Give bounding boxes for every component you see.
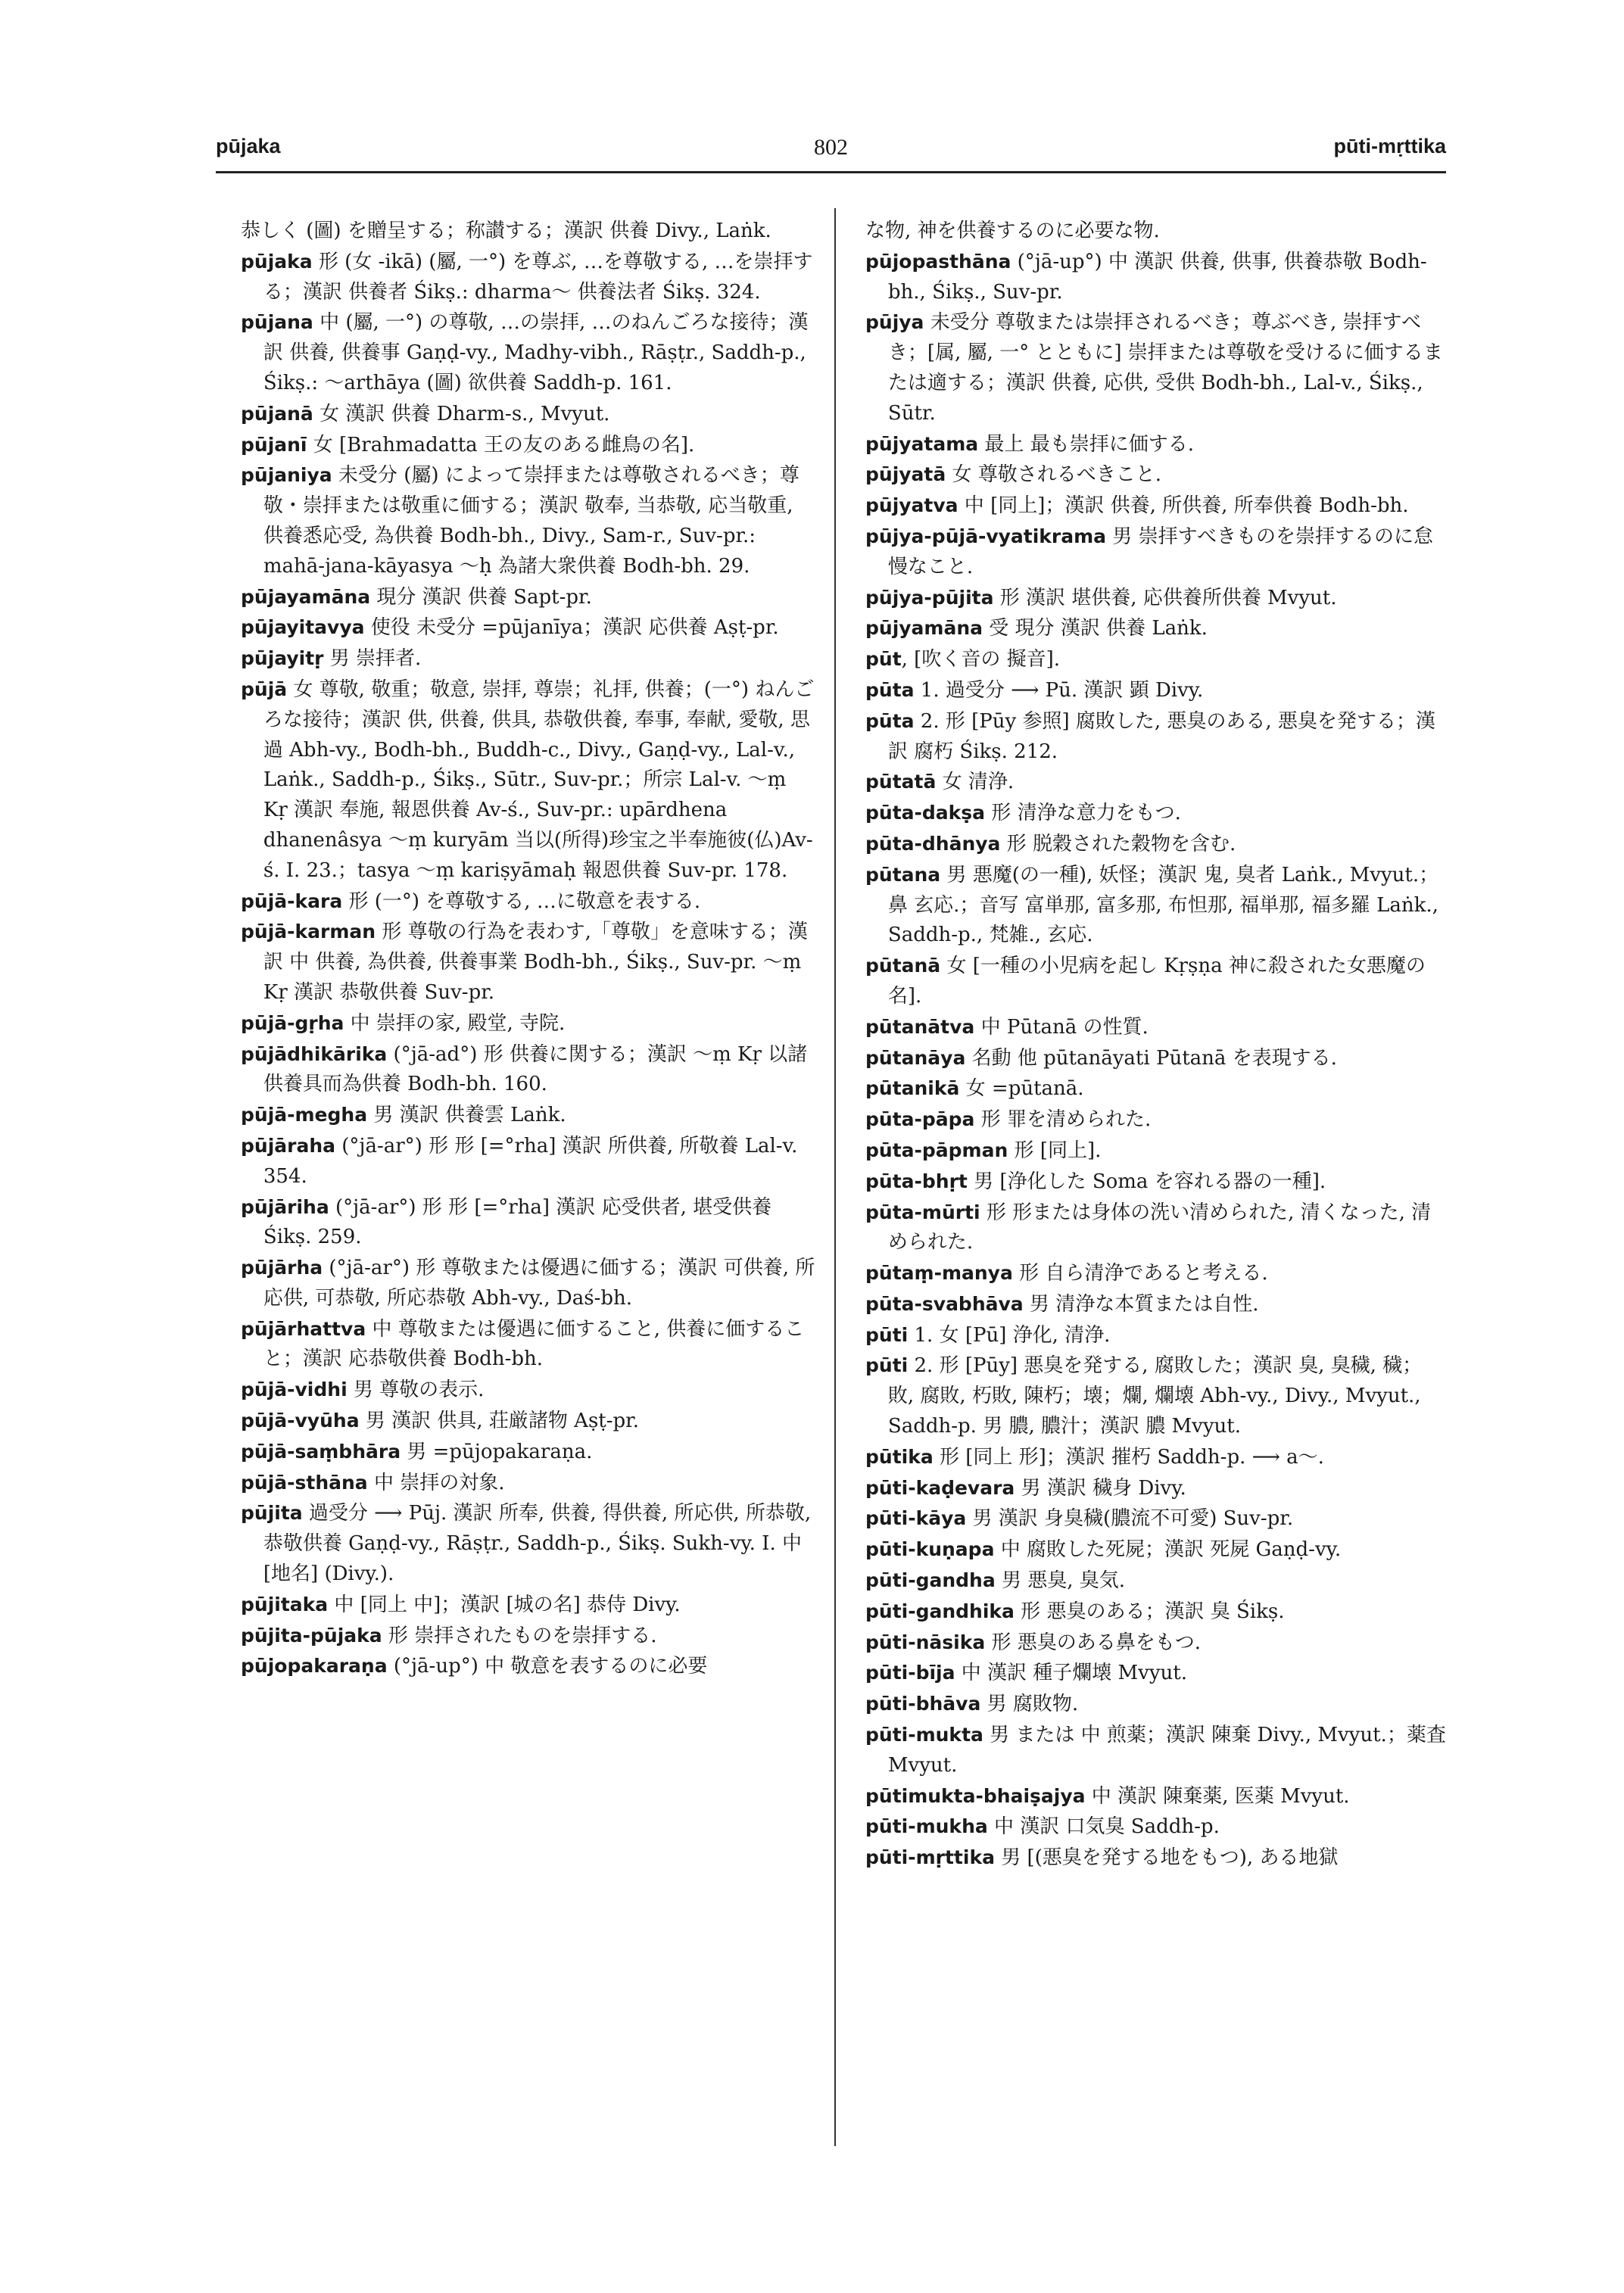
dictionary-entry: [865, 829, 1447, 860]
right-guide-word: pūti-mṛttika: [1333, 135, 1446, 157]
dictionary-entry: [241, 1651, 816, 1682]
dictionary-entry: [241, 1100, 816, 1131]
dictionary-entry: [241, 307, 816, 398]
dictionary-entry: [865, 613, 1447, 644]
right-column: [865, 217, 1447, 1874]
headword: pūjādhikārika: [241, 1042, 388, 1065]
dictionary-entry: [865, 1320, 1447, 1351]
headword: pūta: [865, 678, 915, 701]
dictionary-entry: [865, 1289, 1447, 1320]
dictionary-entry: [865, 460, 1447, 491]
headword: pūjārhattva: [241, 1317, 366, 1340]
headword: pūti-kaḍevara: [865, 1476, 1015, 1499]
dictionary-entry: [865, 860, 1447, 951]
headword: pūtanāya: [865, 1046, 966, 1069]
entry-definition: 男 =pūjopakaraṇa.: [401, 1440, 593, 1463]
headword: pūtika: [865, 1445, 934, 1468]
headword: pūti: [865, 1354, 909, 1377]
entry-definition: 形 崇拝されたものを崇拝する.: [382, 1624, 657, 1647]
dictionary-entry: [241, 1437, 816, 1468]
entry-definition: 男 漢訳 供具, 荘厳諸物 Aṣṭ-pr.: [359, 1410, 639, 1433]
dictionary-entry: [865, 951, 1447, 1012]
headword: pūjyamāna: [865, 617, 983, 640]
dictionary-entry: [865, 706, 1447, 768]
headword: pūjita: [241, 1502, 303, 1525]
entry-definition: 男 [(悪臭を発する地をもつ), ある地獄: [994, 1846, 1339, 1870]
headword: pūta-bhṛt: [865, 1170, 968, 1192]
entry-definition: 中 尊敬または優遇に価すること, 供養に価すること；漢訳 応恭敬供養 Bodh-bh.: [263, 1317, 805, 1371]
headword: pūjāriha: [241, 1195, 329, 1218]
entry-definition: 形 (女 -ikā) (屬, 一°) を尊ぶ, …を尊敬する, …を崇拝する；漢訳 供養者 Śikṣ.: dharma～ 供養法者 Śikṣ. 324.: [263, 250, 813, 304]
entry-definition: 男 漢訳 供養雲 Laṅk.: [367, 1104, 566, 1127]
entry-definition: 形 (一°) を尊敬する, …に敬意を表する.: [342, 889, 701, 913]
headword: pūtanātva: [865, 1015, 975, 1038]
headword: pūjā-kara: [241, 889, 343, 912]
dictionary-entry: [865, 247, 1447, 308]
dictionary-entry: [241, 1590, 816, 1621]
dictionary-entry: [865, 1534, 1447, 1566]
entry-definition: 女 [Brahmadatta 王の友のある雌鳥の名].: [307, 433, 695, 456]
dictionary-entry: [865, 1689, 1447, 1720]
headword: pūjyatama: [865, 432, 979, 455]
entry-definition: 男 漢訳 穢身 Divy.: [1015, 1476, 1186, 1500]
entry-definition: 形 形または身体の洗い清められた, 清くなった, 清められた.: [887, 1201, 1432, 1254]
dictionary-entry: [865, 1473, 1447, 1504]
dictionary-entry: [865, 1843, 1447, 1874]
entry-definition: 男 [浄化した Soma を容れる器の一種].: [967, 1170, 1326, 1193]
entry-definition: な物, 神を供養するのに必要な物.: [865, 220, 1160, 242]
dictionary-entry: [865, 1658, 1447, 1689]
entry-definition: 中 崇拝の家, 殿堂, 寺院.: [344, 1011, 566, 1035]
entry-definition: 中 崇拝の対象.: [367, 1471, 505, 1494]
entry-definition: 女 漢訳 供養 Dharm-s., Mvyut.: [313, 402, 610, 425]
dictionary-entry: [865, 767, 1447, 798]
headword: pūjā-karman: [241, 921, 376, 943]
headword: pūti-gandhika: [865, 1600, 1015, 1622]
dictionary-entry: [241, 1253, 816, 1314]
dictionary-entry: [865, 675, 1447, 706]
entry-definition: 男 清浄な本質または自性.: [1023, 1292, 1259, 1316]
headword: pūjā: [241, 678, 288, 700]
entry-definition: 女 =pūtanā.: [959, 1077, 1084, 1101]
entry-definition: 形 [同上].: [1008, 1139, 1102, 1162]
entry-definition: , [吹く音の 擬音].: [901, 648, 1061, 671]
headword: pūtana: [865, 863, 941, 886]
headword: pūjyatva: [865, 494, 959, 517]
dictionary-entry: [865, 1136, 1447, 1167]
entry-definition: 受 現分 漢訳 供養 Laṅk.: [983, 617, 1208, 640]
entry-definition: 中 漢訳 陳棄薬, 医薬 Mvyut.: [1085, 1784, 1350, 1808]
headword: pūjā-megha: [241, 1104, 368, 1126]
header-rule: [216, 171, 1446, 173]
headword: pūjā-gṛha: [241, 1011, 344, 1034]
dictionary-entry: [241, 1375, 816, 1406]
headword: pūjayamāna: [241, 585, 371, 608]
entry-definition: (°jā-ar°) 形 形 [=°rha] 漢訳 応受供者, 堪受供養 Śikṣ. 259.: [263, 1195, 772, 1249]
dictionary-entry: [241, 675, 816, 886]
entry-definition: 恭しく (圖) を贈呈する；称讃する；漢訳 供養 Divy., Laṅk.: [241, 220, 771, 242]
headword: pūti-mṛttika: [865, 1846, 995, 1869]
entry-definition: 形 尊敬の行為を表わす,「尊敬」を意味する；漢訳 中 供養, 為供養, 供養事業 Bodh-bh., Śikṣ., Suv-pr. ～ṃ Kṛ 漢訳 恭敬供養 Suv-pr.: [263, 921, 808, 1004]
headword: pūtaṃ-manya: [865, 1262, 1013, 1285]
dictionary-entry: [865, 1781, 1447, 1812]
headword: pūjārha: [241, 1257, 323, 1279]
headword: pūtanikā: [865, 1077, 960, 1100]
dictionary-entry: [865, 1628, 1447, 1659]
headword: pūta-dakṣa: [865, 802, 986, 824]
entry-definition: 女 清浄.: [936, 771, 1015, 794]
dictionary-entry: [865, 1198, 1447, 1259]
entry-definition: 形 脱穀された穀物を含む.: [1000, 832, 1236, 855]
dictionary-entry: [241, 217, 816, 247]
headword: pūjā-sthāna: [241, 1471, 368, 1494]
entry-definition: 使役 未受分 =pūjanīya；漢訳 応供養 Aṣṭ-pr.: [364, 616, 779, 640]
headword: pūti-kāya: [865, 1507, 967, 1530]
running-header: [216, 135, 1446, 180]
dictionary-entry: [865, 1442, 1447, 1473]
dictionary-entry: [241, 643, 816, 675]
dictionary-entry: [241, 1406, 816, 1437]
dictionary-entry: [241, 886, 816, 918]
headword: pūtimukta-bhaiṣajya: [865, 1784, 1086, 1807]
entry-definition: (°jā-ad°) 形 供養に関する；漢訳 ～ṃ Kṛ 以諸供養具而為供養 Bodh-bh. 160.: [263, 1042, 808, 1096]
entry-definition: 中 Pūtanā の性質.: [974, 1015, 1149, 1039]
dictionary-entry: [865, 1043, 1447, 1074]
headword: pūti-gandha: [865, 1569, 996, 1592]
headword: pūta-mūrti: [865, 1201, 980, 1223]
dictionary-entry: [241, 1468, 816, 1499]
dictionary-entry: [865, 1351, 1447, 1441]
dictionary-entry: [865, 522, 1447, 583]
entry-definition: 形 悪臭のある；漢訳 臭 Śikṣ.: [1014, 1600, 1285, 1623]
entry-definition: 1. 過受分 ⟶ Pū. 漢訳 顕 Divy.: [914, 678, 1204, 702]
dictionary-entry: [865, 217, 1447, 247]
headword: pūta-pāpa: [865, 1108, 975, 1131]
entry-definition: 中 漢訳 種子爛壊 Mvyut.: [955, 1662, 1188, 1685]
headword: pūti-bīja: [865, 1662, 955, 1684]
headword: pūti-mukta: [865, 1724, 983, 1746]
dictionary-entry: [865, 429, 1447, 460]
entry-definition: 男 崇拝すべきものを崇拝するのに怠慢なこと.: [887, 525, 1434, 578]
entry-definition: 中 漢訳 口気臭 Saddh-p.: [987, 1815, 1220, 1839]
dictionary-entry: [865, 1104, 1447, 1136]
headword: pūjya-pūjita: [865, 586, 994, 609]
headword: pūjaniya: [241, 464, 332, 487]
entry-definition: 男 腐敗物.: [980, 1693, 1079, 1716]
dictionary-entry: [865, 1012, 1447, 1043]
headword: pūtatā: [865, 771, 937, 793]
entry-definition: 中 [同上]；漢訳 供養, 所供養, 所奉供養 Bodh-bh.: [958, 494, 1409, 518]
entry-definition: 未受分 尊敬または崇拝されるべき；尊ぶべき, 崇拝すべき；[属, 屬, 一° とともに] 崇拝または尊敬を受けるに価するまたは適する；漢訳 供養, 応供, 受供 Bodh-bh., Lal-v., Śikṣ., Sūtr.: [887, 311, 1443, 425]
headword: pūjya: [865, 311, 924, 334]
headword: pūjitaka: [241, 1593, 329, 1615]
page-number: 802: [814, 135, 848, 160]
entry-definition: 中 [同上 中]；漢訳 [城の名] 恭侍 Divy.: [328, 1593, 681, 1616]
entry-definition: (°jā-ar°) 形 形 [=°rha] 漢訳 所供養, 所敬養 Lal-v. 354.: [263, 1134, 798, 1188]
dictionary-entry: [865, 1597, 1447, 1628]
headword: pūjopakaraṇa: [241, 1655, 388, 1678]
entry-definition: 中 (屬, 一°) の尊敬, …の崇拝, …のねんごろな接待；漢訳 供養, 供養事 Gaṇḍ-vy., Madhy-vibh., Rāṣṭr., Saddh-p., Śikṣ.: ～arthāya (圖) 欲供養 Saddh-p. 161.: [263, 311, 809, 394]
headword: pūjā-saṃbhāra: [241, 1440, 401, 1463]
headword: pūjana: [241, 311, 313, 334]
headword: pūjanā: [241, 402, 313, 425]
headword: pūti-mukha: [865, 1815, 988, 1838]
headword: pūta: [865, 709, 915, 732]
dictionary-entry: [241, 917, 816, 1008]
entry-definition: (°jā-ar°) 形 尊敬または優遇に価する；漢訳 可供養, 所応供, 可恭敬, 所応恭敬 Abh-vy., Daś-bh.: [263, 1257, 815, 1310]
headword: pūta-pāpman: [865, 1139, 1008, 1161]
entry-definition: 現分 漢訳 供養 Sapt-pr.: [370, 585, 592, 609]
headword: pūti-kuṇapa: [865, 1538, 995, 1561]
entry-definition: 2. 形 [Pūy 参照] 腐敗した, 悪臭のある, 悪臭を発する；漢訳 腐朽 Śikṣ. 212.: [887, 709, 1435, 763]
column-divider: [834, 208, 836, 2146]
dictionary-entry: [241, 460, 816, 581]
headword: pūjopasthāna: [865, 250, 1011, 273]
dictionary-entry: [865, 1167, 1447, 1198]
entry-definition: 男 崇拝者.: [323, 647, 422, 671]
headword: pūjayitṛ: [241, 647, 324, 670]
entry-definition: 形 清浄な意力をもつ.: [985, 802, 1181, 825]
headword: pūti: [865, 1323, 909, 1346]
headword: pūt: [865, 648, 902, 671]
left-column: [241, 217, 816, 1682]
dictionary-entry: [241, 1621, 816, 1652]
entry-definition: 最上 最も崇拝に価する.: [978, 432, 1194, 456]
dictionary-entry: [241, 1192, 816, 1254]
entry-definition: 形 罪を清められた.: [974, 1108, 1152, 1132]
headword: pūta-svabhāva: [865, 1292, 1024, 1315]
headword: pūtanā: [865, 955, 941, 977]
entry-definition: 中 腐敗した死屍；漢訳 死屍 Gaṇḍ-vy.: [994, 1538, 1342, 1562]
entry-definition: 形 自ら清浄であると考える.: [1012, 1262, 1268, 1285]
headword: pūjya-pūjā-vyatikrama: [865, 525, 1107, 547]
dictionary-entry: [865, 1566, 1447, 1597]
entry-definition: 女 尊敬, 敬重；敬意, 崇拝, 尊崇；礼拝, 供養；(一°) ねんごろな接待；漢訳 供, 供養, 供具, 恭敬供養, 奉事, 奉献, 愛敬, 思過 Abh-vy., Bodh-bh., Buddh-c., Divy., Gaṇḍ-vy., Lal-v., Laṅk., Saddh-p., Śikṣ., Sūtr., Suv-pr.；所宗 Lal-v. ～ṃ Kṛ 漢訳 奉施, 報恩供養 Av-ś., Suv-pr.: upārdhena dhanenâsya ～ṃ kuryām 当以(所得)珍宝之半奉施彼(仏)Av-ś. I. 23.；tasya ～ṃ kariṣyāmaḥ 報恩供養 Suv-pr. 178.: [263, 678, 815, 882]
dictionary-entry: [865, 1812, 1447, 1843]
left-guide-word: pūjaka: [216, 135, 281, 157]
entry-definition: 男 または 中 煎薬；漢訳 陳棄 Divy., Mvyut.；薬査 Mvyut.: [887, 1724, 1446, 1777]
dictionary-entry: [241, 247, 816, 308]
dictionary-entry: [241, 1008, 816, 1039]
entry-definition: (°jā-up°) 中 漢訳 供養, 供事, 供養恭敬 Bodh-bh., Śikṣ., Suv-pr.: [887, 250, 1427, 304]
entry-definition: 女 [一種の小児病を起し Kṛṣṇa 神に殺された女悪魔の名].: [887, 955, 1426, 1008]
dictionary-entry: [241, 1498, 816, 1589]
dictionary-entry: [241, 582, 816, 613]
dictionary-entry: [241, 430, 816, 461]
dictionary-entry: [241, 1039, 816, 1101]
entry-definition: 形 悪臭のある鼻をもつ.: [985, 1631, 1201, 1654]
entry-definition: 男 尊敬の表示.: [347, 1379, 485, 1402]
headword: pūti-nāsika: [865, 1631, 986, 1653]
entry-definition: 男 悪魔(の一種), 妖怪；漢訳 鬼, 臭者 Laṅk., Mvyut.；鼻 玄応.；音写 富単那, 富多那, 布怛那, 福単那, 福多羅 Laṅk., Saddh-p., 梵雑., 玄応.: [887, 863, 1439, 947]
headword: pūjanī: [241, 433, 307, 456]
dictionary-entry: [865, 491, 1447, 522]
entry-definition: 形 漢訳 堪供養, 応供養所供養 Mvyut.: [993, 586, 1337, 609]
headword: pūjayitavya: [241, 616, 365, 639]
dictionary-entry: [241, 1131, 816, 1192]
headword: pūjāraha: [241, 1134, 335, 1157]
dictionary-entry: [865, 798, 1447, 829]
dictionary-entry: [865, 583, 1447, 614]
entry-definition: 2. 形 [Pūy] 悪臭を発する, 腐敗した；漢訳 臭, 臭穢, 穢；敗, 腐敗, 朽敗, 陳朽；壊；爛, 爛壊 Abh-vy., Divy., Mvyut., Saddh-p. 男 膿, 膿汁；漢訳 膿 Mvyut.: [887, 1354, 1423, 1438]
entry-definition: 男 漢訳 身臭穢(膿流不可愛) Suv-pr.: [966, 1507, 1294, 1531]
entry-definition: 名動 他 pūtanāyati Pūtanā を表現する.: [965, 1046, 1337, 1070]
headword: pūti-bhāva: [865, 1693, 981, 1715]
headword: pūjaka: [241, 250, 313, 273]
entry-definition: 1. 女 [Pū] 浄化, 清浄.: [908, 1323, 1111, 1347]
dictionary-entry: [241, 1314, 816, 1375]
dictionary-entry: [865, 1258, 1447, 1289]
entry-definition: 男 悪臭, 臭気.: [995, 1569, 1126, 1593]
dictionary-entry: [865, 1720, 1447, 1781]
dictionary-entry: [241, 612, 816, 643]
entry-definition: 未受分 (屬) によって崇拝または尊敬されるべき；尊敬・崇拝または敬重に価する；漢訳 敬奉, 当恭敬, 応当敬重, 供養悉応受, 為供養 Bodh-bh., Divy., Sam-r., Suv-pr.: mahā-jana-kāyasya ～ḥ 為諸大衆供養 Bodh-bh. 29.: [263, 464, 800, 578]
headword: pūjyatā: [865, 463, 946, 486]
dictionary-entry: [865, 1503, 1447, 1534]
dictionary-entry: [865, 307, 1447, 428]
entry-definition: 過受分 ⟶ Pūj. 漢訳 所奉, 供養, 得供養, 所応供, 所恭敬, 恭敬供養 Gaṇḍ-vy., Rāṣṭr., Saddh-p., Śikṣ. Sukh-vy. I. 中 [地名] (Divy.).: [263, 1502, 812, 1586]
entry-definition: 女 尊敬されるべきこと.: [946, 463, 1162, 487]
headword: pūta-dhānya: [865, 832, 1001, 855]
dictionary-entry: [241, 399, 816, 430]
entry-definition: 形 [同上 形]；漢訳 摧朽 Saddh-p. ⟶ a～.: [933, 1445, 1324, 1469]
dictionary-entry: [865, 1073, 1447, 1104]
headword: pūjita-pūjaka: [241, 1624, 382, 1647]
headword: pūjā-vidhi: [241, 1379, 348, 1401]
headword: pūjā-vyūha: [241, 1410, 360, 1432]
dictionary-entry: [865, 644, 1447, 675]
entry-definition: (°jā-up°) 中 敬意を表するのに必要: [387, 1655, 708, 1678]
